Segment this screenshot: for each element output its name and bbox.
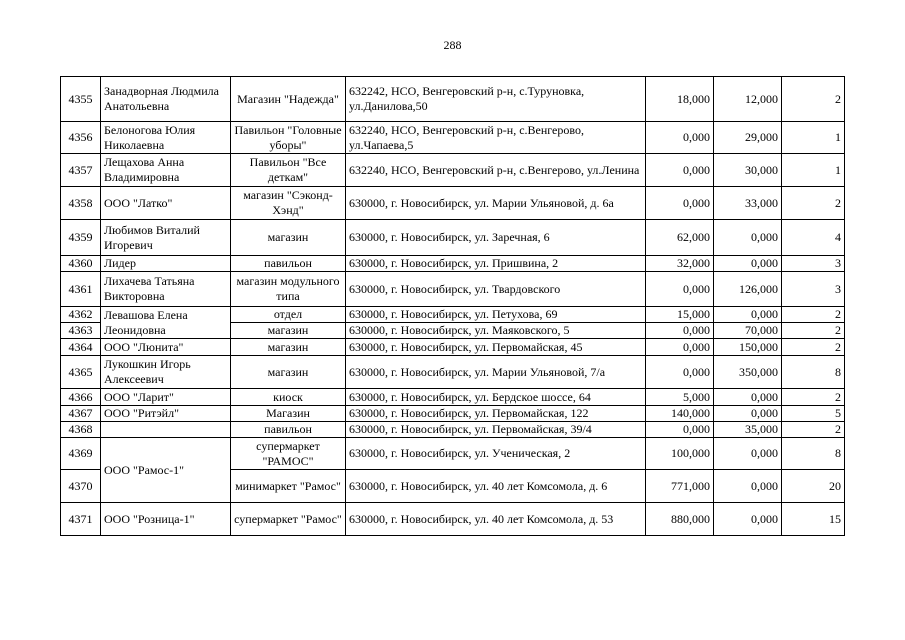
address-cell: 630000, г. Новосибирск, ул. Маяковского, 5 [346,323,646,339]
value-2-cell: 350,000 [714,356,782,389]
row-number: 4356 [61,122,101,154]
value-1-cell: 0,000 [646,323,714,339]
count-cell: 2 [782,187,845,220]
table-row [61,389,845,406]
value-2-cell: 30,000 [714,154,782,187]
object-type-cell: магазин [231,323,346,339]
address-cell: 632242, НСО, Венгеровский р-н, с.Туруновка, ул.Данилова,50 [346,77,646,122]
address-cell: 630000, г. Новосибирск, ул. Твардовского [346,272,646,307]
value-2-cell: 33,000 [714,187,782,220]
table-row [61,220,845,256]
value-1-cell: 15,000 [646,307,714,323]
object-type-cell: супермаркет "РАМОС" [231,438,346,470]
address-cell: 632240, НСО, Венгеровский р-н, с.Венгерово, ул.Чапаева,5 [346,122,646,154]
address-cell: 630000, г. Новосибирск, ул. 40 лет Комсомола, д. 53 [346,503,646,536]
row-number: 4360 [61,256,101,272]
owner-cell: ООО "Латко" [101,187,231,220]
row-number: 4363 [61,323,101,339]
row-number: 4369 [61,438,101,470]
object-type-cell: Павильон "Головные уборы" [231,122,346,154]
value-2-cell: 29,000 [714,122,782,154]
count-cell: 2 [782,339,845,356]
row-number: 4355 [61,77,101,122]
value-1-cell: 140,000 [646,406,714,422]
row-number: 4370 [61,470,101,503]
owner-cell: Лещахова Анна Владимировна [101,154,231,187]
value-2-cell: 12,000 [714,77,782,122]
object-type-cell: Магазин [231,406,346,422]
owner-cell: ООО "Ларит" [101,389,231,406]
object-type-cell: киоск [231,389,346,406]
address-cell: 630000, г. Новосибирск, ул. Пришвина, 2 [346,256,646,272]
value-2-cell: 35,000 [714,422,782,438]
owner-cell: ООО "Рамос-1" [101,438,231,503]
owner-cell: Лукошкин Игорь Алексеевич [101,356,231,389]
value-2-cell: 0,000 [714,438,782,470]
owner-cell: Белоногова Юлия Николаевна [101,122,231,154]
count-cell: 2 [782,323,845,339]
row-number: 4368 [61,422,101,438]
object-type-cell: Павильон "Все деткам" [231,154,346,187]
table-row [61,438,845,470]
value-1-cell: 0,000 [646,272,714,307]
address-cell: 630000, г. Новосибирск, ул. Марии Ульяновой, д. 6а [346,187,646,220]
value-1-cell: 0,000 [646,422,714,438]
table-row [61,339,845,356]
value-2-cell: 0,000 [714,220,782,256]
address-cell: 630000, г. Новосибирск, ул. Заречная, 6 [346,220,646,256]
table-row [61,503,845,536]
count-cell: 15 [782,503,845,536]
count-cell: 2 [782,77,845,122]
count-cell: 1 [782,122,845,154]
value-1-cell: 32,000 [646,256,714,272]
count-cell: 8 [782,438,845,470]
page-number: 288 [443,38,462,52]
address-cell: 630000, г. Новосибирск, ул. Петухова, 69 [346,307,646,323]
value-2-cell: 70,000 [714,323,782,339]
row-number: 4362 [61,307,101,323]
row-number: 4366 [61,389,101,406]
count-cell: 3 [782,272,845,307]
value-1-cell: 18,000 [646,77,714,122]
value-1-cell: 62,000 [646,220,714,256]
owner-cell: ООО "Люнита" [101,339,231,356]
row-number: 4371 [61,503,101,536]
registry-table [60,76,845,536]
table-row [61,77,845,122]
value-1-cell: 100,000 [646,438,714,470]
table-row [61,187,845,220]
owner-cell: ООО "Розница-1" [101,503,231,536]
value-2-cell: 150,000 [714,339,782,356]
address-cell: 630000, г. Новосибирск, ул. 40 лет Комсомола, д. 6 [346,470,646,503]
address-cell: 630000, г. Новосибирск, ул. Бердское шоссе, 64 [346,389,646,406]
row-number: 4359 [61,220,101,256]
address-cell: 630000, г. Новосибирск, ул. Ученическая, 2 [346,438,646,470]
object-type-cell: магазин [231,220,346,256]
owner-cell: Левашова Елена Леонидовна [101,307,231,339]
count-cell: 20 [782,470,845,503]
object-type-cell: Магазин "Надежда" [231,77,346,122]
table-row [61,422,845,438]
table-row [61,154,845,187]
owner-cell [101,422,231,438]
row-number: 4361 [61,272,101,307]
value-2-cell: 0,000 [714,470,782,503]
object-type-cell: супермаркет "Рамос" [231,503,346,536]
table-row [61,406,845,422]
object-type-cell: магазин "Сэконд-Хэнд" [231,187,346,220]
table-row [61,256,845,272]
row-number: 4358 [61,187,101,220]
value-2-cell: 0,000 [714,406,782,422]
value-1-cell: 0,000 [646,187,714,220]
object-type-cell: павильон [231,422,346,438]
owner-cell: Лидер [101,256,231,272]
count-cell: 4 [782,220,845,256]
count-cell: 2 [782,307,845,323]
object-type-cell: магазин [231,339,346,356]
value-2-cell: 0,000 [714,256,782,272]
count-cell: 2 [782,422,845,438]
object-type-cell: павильон [231,256,346,272]
row-number: 4365 [61,356,101,389]
row-number: 4357 [61,154,101,187]
value-2-cell: 126,000 [714,272,782,307]
owner-cell: Любимов Виталий Игоревич [101,220,231,256]
count-cell: 3 [782,256,845,272]
table-row [61,122,845,154]
value-2-cell: 0,000 [714,389,782,406]
table-row [61,272,845,307]
object-type-cell: отдел [231,307,346,323]
value-1-cell: 771,000 [646,470,714,503]
value-1-cell: 0,000 [646,122,714,154]
value-2-cell: 0,000 [714,307,782,323]
row-number: 4364 [61,339,101,356]
table-row [61,356,845,389]
table-row [61,307,845,323]
value-2-cell: 0,000 [714,503,782,536]
count-cell: 2 [782,389,845,406]
value-1-cell: 0,000 [646,339,714,356]
value-1-cell: 0,000 [646,154,714,187]
object-type-cell: минимаркет "Рамос" [231,470,346,503]
value-1-cell: 5,000 [646,389,714,406]
value-1-cell: 0,000 [646,356,714,389]
value-1-cell: 880,000 [646,503,714,536]
owner-cell: Лихачева Татьяна Викторовна [101,272,231,307]
address-cell: 630000, г. Новосибирск, ул. Первомайская, 122 [346,406,646,422]
owner-cell: ООО "Ритэйл" [101,406,231,422]
owner-cell: Занадворная Людмила Анатольевна [101,77,231,122]
object-type-cell: магазин модульного типа [231,272,346,307]
address-cell: 632240, НСО, Венгеровский р-н, с.Венгерово, ул.Ленина [346,154,646,187]
count-cell: 5 [782,406,845,422]
row-number: 4367 [61,406,101,422]
count-cell: 8 [782,356,845,389]
address-cell: 630000, г. Новосибирск, ул. Первомайская, 45 [346,339,646,356]
address-cell: 630000, г. Новосибирск, ул. Марии Ульяновой, 7/а [346,356,646,389]
object-type-cell: магазин [231,356,346,389]
address-cell: 630000, г. Новосибирск, ул. Первомайская, 39/4 [346,422,646,438]
count-cell: 1 [782,154,845,187]
